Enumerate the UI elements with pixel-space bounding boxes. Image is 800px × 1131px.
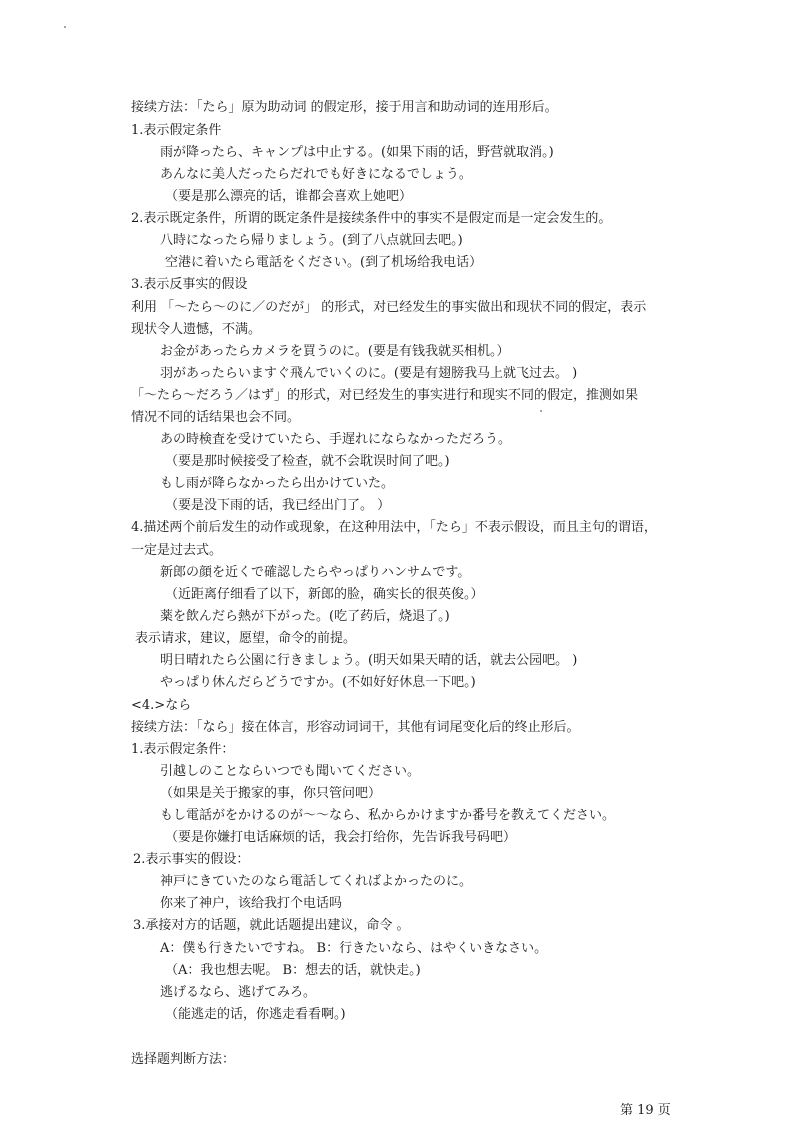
section-heading: 1.表示假定条件： [131, 742, 235, 757]
translation-line: （要是你嫌打电话麻烦的话，我会打给你，先告诉我号码吧） [165, 830, 517, 845]
translation-line: （如果是关于搬家的事，你只管问吧） [160, 786, 382, 801]
text-line: 接续方法：「なら」接在体言，形容动词词干，其他有词尾变化后的终止形后。 [131, 720, 580, 735]
example-line: あの時検査を受けていたら、手遅れにならなかっただろう。 [160, 432, 512, 447]
text-line: 接续方法：「たら」原为助动词 的假定形，接于用言和助动词的连用形后。 [131, 100, 558, 115]
example-line: A：僕も行きたいですね。 B：行きたいなら、はやくいきなさい。 [160, 941, 548, 956]
text-line: 表示请求，建议，愿望，命令的前提。 [135, 631, 357, 646]
example-line: もし電話がをかけるのが～～なら、私からかけますか番号を教えてください。 [160, 808, 616, 823]
translation-line: （能逃走的话，你逃走看看啊。) [165, 1007, 346, 1022]
example-line: 神戸にきていたのなら電話してくればよかったのに。 [160, 874, 473, 889]
example-line: 羽があったらいますぐ飛んでいくのに。(要是有翅膀我马上就飞过去。 ) [160, 366, 578, 381]
example-line: お金があったらカメラを買うのに。(要是有钱我就买相机。） [160, 344, 510, 359]
example-line: 雨が降ったら、キャンプは中止する。(如果下雨的话，野营就取消。) [160, 145, 554, 160]
section-heading: 2.表示既定条件，所谓的既定条件是接续条件中的事实不是假定而是一定会发生的。 [131, 211, 612, 226]
text-line: 现状令人遗憾，不满。 [131, 322, 262, 337]
translation-line: 你来了神户，该给我打个电话吗 [160, 896, 343, 911]
scan-speck [540, 410, 542, 412]
translation-line: （A：我也想去呢。 B：想去的话，就快走。) [165, 963, 421, 978]
text-line: 一定是过去式。 [131, 543, 223, 558]
example-line: もし雨が降らなかったら出かけていた。 [160, 476, 395, 491]
text-line: 「～たら～だろう／はず」的形式，对已经发生的事实进行和现实不同的假定，推测如果 [131, 388, 639, 403]
section-heading: 1.表示假定条件 [131, 123, 222, 138]
section-heading: 3.承接对方的话题，就此话题提出建议，命令 。 [133, 918, 410, 933]
example-line: 新郎の顔を近くで確認したらやっぱりハンサムです。 [160, 565, 471, 580]
example-line: やっぱり休んだらどうですか。(不如好好休息一下吧。) [160, 675, 476, 690]
example-line: 逃げるなら、逃げてみろ。 [160, 985, 317, 1000]
translation-line: （近距离仔细看了以下，新郎的脸，确实长的很英俊。） [165, 587, 484, 602]
example-line: 明日晴れたら公園に行きましょう。(明天如果天晴的话，就去公园吧。 ) [160, 653, 578, 668]
scan-speck [64, 26, 66, 28]
section-title: <4.>なら [131, 698, 192, 713]
section-heading: 4.描述两个前后发生的动作或现象，在这种用法中，「たら」不表示假设，而且主句的谓语， [131, 520, 657, 535]
text-line: 利用 「～たら～のに／のだが」 的形式，对已经发生的事实做出和现状不同的假定，表示 [131, 300, 647, 315]
page-number: 第 19 页 [620, 1103, 671, 1118]
section-heading: 2.表示事实的假设： [133, 852, 250, 867]
example-line: 引越しのことならいつでも聞いてください。 [160, 764, 421, 779]
example-line: あんなに美人だったらだれでも好きになるでしょう。 [160, 167, 472, 182]
translation-line: （要是没下雨的话，我已经出门了。 ） [165, 498, 391, 513]
example-line: 薬を飲んだら熱が下がった。(吃了药后，烧退了。) [160, 609, 450, 624]
example-line: 空港に着いたら電話をください。(到了机场给我电话） [165, 255, 483, 270]
example-line: 八時になったら帰りましょう。(到了八点就回去吧。) [160, 233, 463, 248]
text-line: 情况不同的话结果也会不同。 [131, 410, 301, 425]
section-heading: 3.表示反事实的假设 [131, 277, 248, 292]
translation-line: （要是那时候接受了检查，就不会耽误时间了吧。) [165, 454, 450, 469]
translation-line: （要是那么漂亮的话，谁都会喜欢上她吧） [165, 189, 413, 204]
section-heading: 选择题判断方法： [131, 1052, 236, 1067]
